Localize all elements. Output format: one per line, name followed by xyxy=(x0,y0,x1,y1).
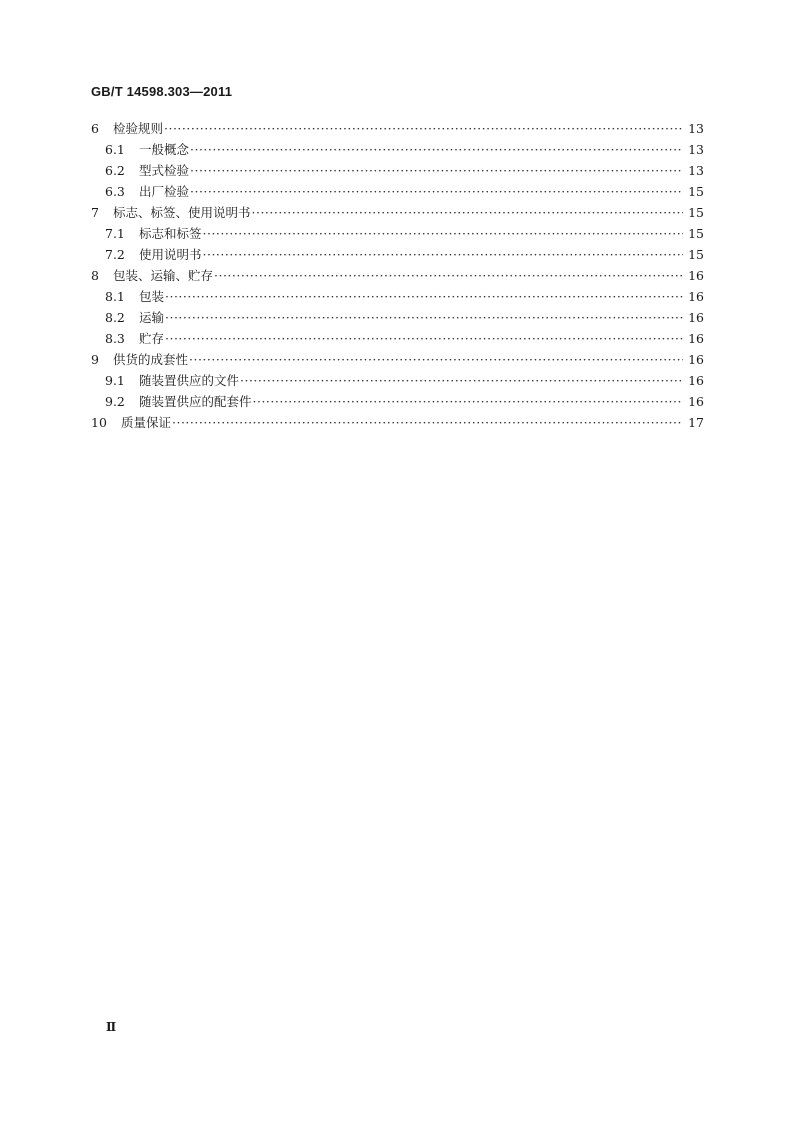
toc-entry-title: 随装置供应的配套件 xyxy=(139,394,252,409)
toc-entry-page: 17 xyxy=(688,415,704,430)
dot-leader xyxy=(203,244,683,265)
toc-entry-number: 8.3 xyxy=(105,331,125,346)
toc-entry-number: 9.2 xyxy=(105,394,125,409)
toc-entry[interactable] xyxy=(91,370,704,391)
toc-entry[interactable] xyxy=(91,223,704,244)
toc-entry-page: 16 xyxy=(688,394,704,409)
toc-entry-title: 标志和标签 xyxy=(139,226,202,241)
toc-entry-page: 16 xyxy=(688,310,704,325)
dot-leader xyxy=(252,202,683,223)
toc-entry-number: 8 xyxy=(91,268,99,283)
toc-entry-number: 9 xyxy=(91,352,99,367)
toc-entry-page: 16 xyxy=(688,268,704,283)
toc-entry-title: 包装 xyxy=(139,289,165,304)
toc-entry[interactable] xyxy=(91,391,704,412)
toc-entry[interactable] xyxy=(91,286,704,307)
toc-entry-number: 6.1 xyxy=(105,142,125,157)
toc-entry-page: 13 xyxy=(688,142,704,157)
toc-entry-page: 15 xyxy=(688,205,704,220)
toc-entry-title: 供货的成套性 xyxy=(113,352,189,367)
toc-entry[interactable] xyxy=(91,118,704,139)
toc-entry-title: 标志、标签、使用说明书 xyxy=(113,205,251,220)
toc-entry-number: 7.2 xyxy=(105,247,125,262)
toc-entry[interactable] xyxy=(91,349,704,370)
dot-leader xyxy=(190,160,683,181)
toc-entry-title: 运输 xyxy=(139,310,165,325)
toc-entry-number: 6.2 xyxy=(105,163,125,178)
dot-leader xyxy=(189,349,683,370)
toc-entry-number: 8.2 xyxy=(105,310,125,325)
toc-entry-title: 型式检验 xyxy=(139,163,190,178)
toc-entry-page: 16 xyxy=(688,289,704,304)
toc-entry[interactable] xyxy=(91,244,704,265)
toc-entry-page: 15 xyxy=(688,184,704,199)
toc-entry[interactable] xyxy=(91,160,704,181)
toc-entry-number: 7 xyxy=(91,205,99,220)
toc-entry-title: 随装置供应的文件 xyxy=(139,373,240,388)
toc-entry[interactable] xyxy=(91,265,704,286)
dot-leader xyxy=(190,139,683,160)
toc-entry-page: 13 xyxy=(688,121,704,136)
dot-leader xyxy=(172,412,683,433)
dot-leader xyxy=(164,118,683,139)
toc-entry-page: 15 xyxy=(688,226,704,241)
toc-entry[interactable] xyxy=(91,412,704,433)
dot-leader xyxy=(165,307,683,328)
toc-entry-page: 13 xyxy=(688,163,704,178)
toc-entry-number: 6 xyxy=(91,121,99,136)
dot-leader xyxy=(253,391,683,412)
toc-entry-page: 16 xyxy=(688,352,704,367)
toc-entry-title: 质量保证 xyxy=(121,415,172,430)
toc-entry-title: 贮存 xyxy=(139,331,165,346)
toc-entry-number: 9.1 xyxy=(105,373,125,388)
toc-entry-page: 15 xyxy=(688,247,704,262)
dot-leader xyxy=(214,265,683,286)
toc-entry[interactable] xyxy=(91,139,704,160)
dot-leader xyxy=(165,286,683,307)
dot-leader xyxy=(203,223,683,244)
table-of-contents xyxy=(91,118,704,433)
toc-entry-number: 10 xyxy=(91,415,107,430)
toc-entry[interactable] xyxy=(91,307,704,328)
toc-entry-number: 8.1 xyxy=(105,289,125,304)
dot-leader xyxy=(165,328,683,349)
toc-entry-title: 出厂检验 xyxy=(139,184,190,199)
dot-leader xyxy=(190,181,683,202)
toc-entry-title: 检验规则 xyxy=(113,121,164,136)
toc-entry-page: 16 xyxy=(688,373,704,388)
toc-entry-page: 16 xyxy=(688,331,704,346)
toc-entry-number: 7.1 xyxy=(105,226,125,241)
toc-entry-number: 6.3 xyxy=(105,184,125,199)
toc-entry-title: 包装、运输、贮存 xyxy=(113,268,214,283)
toc-entry-title: 一般概念 xyxy=(139,142,190,157)
roman-page-number: Ⅱ xyxy=(106,1020,117,1034)
dot-leader xyxy=(240,370,683,391)
toc-entry-title: 使用说明书 xyxy=(139,247,202,262)
toc-entry[interactable] xyxy=(91,328,704,349)
toc-entry[interactable] xyxy=(91,181,704,202)
document-code-header: GB/T 14598.303—2011 xyxy=(91,84,233,99)
toc-entry[interactable] xyxy=(91,202,704,223)
